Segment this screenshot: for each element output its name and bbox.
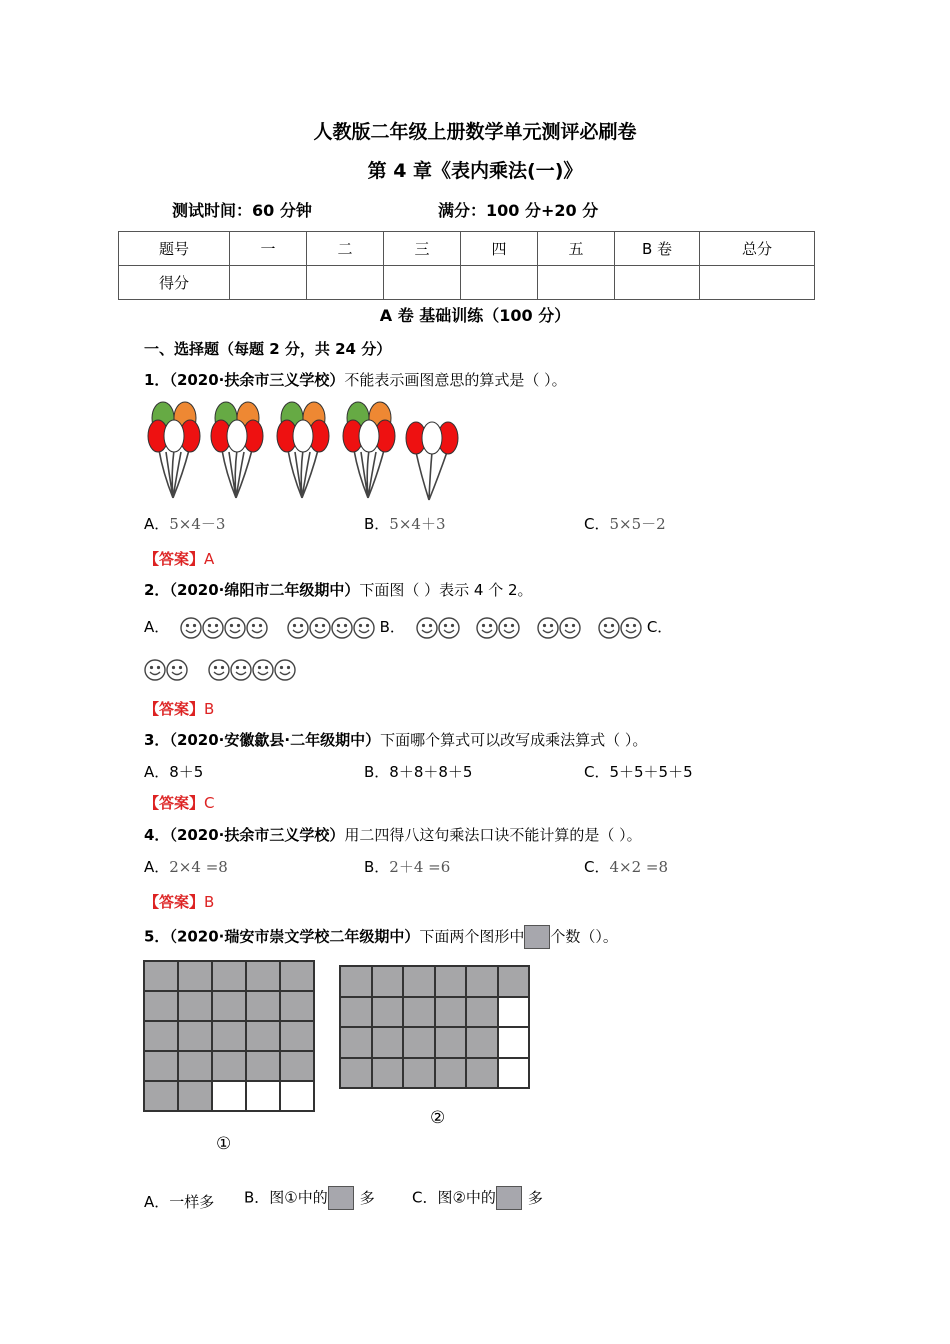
q2-answer <box>144 698 214 719</box>
smiley-face-icon <box>208 659 230 681</box>
q5-option-a: A．一样多 <box>144 1193 215 1211</box>
grid-cell-gray <box>178 991 212 1021</box>
q4-option-c-label: C． <box>584 858 610 876</box>
score-cell: 三 <box>384 232 461 266</box>
grid-cell-gray <box>280 1021 314 1051</box>
q4-option-b-label: B． <box>364 858 390 876</box>
smiley-face-icon <box>309 617 331 639</box>
q5-option-c-pre: C．图②中的 <box>412 1188 496 1207</box>
q4-option-b <box>364 856 450 877</box>
question-3 <box>144 729 647 750</box>
q4-option-c-text: 4×2 =8 <box>609 858 669 876</box>
q3-text: 下面哪个算式可以改写成乘法算式（ ）。 <box>380 731 648 749</box>
grid-cell-gray <box>246 1021 280 1051</box>
score-table-score-row <box>119 266 815 300</box>
q1-answer <box>144 548 214 569</box>
balloon-bunch-3 <box>277 402 329 498</box>
grid-cell-gray <box>144 1021 178 1051</box>
gray-square-icon <box>328 1186 354 1210</box>
q1-option-a <box>144 513 225 534</box>
grid-cell-gray <box>178 1051 212 1081</box>
q4-text: 用二四得八这句乘法口诀不能计算的是（ ）。 <box>344 826 642 844</box>
grid-cell-gray <box>144 1081 178 1111</box>
score-input-cell <box>700 266 815 300</box>
q5-option-b-pre: B．图①中的 <box>244 1188 328 1207</box>
smiley-face-icon <box>202 617 224 639</box>
q2-options-row <box>144 616 672 639</box>
grid-cell-gray <box>178 961 212 991</box>
smiley-face-icon <box>353 617 375 639</box>
q1-option-c <box>584 513 666 534</box>
grid-cell-gray <box>403 997 435 1028</box>
grid-cell-gray <box>403 1027 435 1058</box>
smiley-face-icon <box>620 617 642 639</box>
smiley-face-icon <box>287 617 309 639</box>
grid-cell-gray <box>212 961 246 991</box>
q1-number: 1． <box>144 371 170 389</box>
score-input-cell <box>615 266 700 300</box>
balloons-figure <box>140 398 470 502</box>
answer-tag: 【答案】 <box>144 700 205 718</box>
grid-cell-gray <box>435 1058 467 1089</box>
q1-option-b-label: B． <box>364 515 390 533</box>
grid-cell-gray <box>246 991 280 1021</box>
smiley-face-icon <box>559 617 581 639</box>
score-table <box>118 231 815 300</box>
score-cell: B 卷 <box>615 232 700 266</box>
gray-square-icon <box>524 925 550 949</box>
q4-source: （2020·扶余市三义学校） <box>169 826 345 844</box>
grid-cell-white <box>498 1027 530 1058</box>
answer-value: B <box>204 700 215 718</box>
q1-option-a-label: A． <box>144 515 170 533</box>
q4-option-b-text: 2＋4 =6 <box>389 858 451 876</box>
q3-source: （2020·安徽歙县·二年级期中） <box>169 731 381 749</box>
q5-option-c <box>412 1186 543 1210</box>
score-input-cell <box>230 266 307 300</box>
q4-option-a-text: 2×4 =8 <box>169 858 228 876</box>
q2-option-c-label: C． <box>646 618 673 636</box>
smiley-face-icon <box>274 659 296 681</box>
score-table-header-row <box>119 232 815 266</box>
balloon-bunch-4 <box>343 402 395 498</box>
q2-option-a-faces <box>180 618 273 636</box>
smiley-face-icon <box>416 617 438 639</box>
q1-option-b-text: 5×4＋3 <box>389 515 446 533</box>
q4-number: 4． <box>144 826 170 844</box>
q2-option-b-label: B． <box>379 618 405 636</box>
grid-cell-gray <box>466 966 498 997</box>
q4-answer <box>144 891 214 912</box>
smiley-face-icon <box>438 617 460 639</box>
gray-square-icon <box>496 1186 522 1210</box>
score-input-cell <box>461 266 538 300</box>
grid-cell-gray <box>435 966 467 997</box>
question-2 <box>144 579 533 600</box>
score-cell: 题号 <box>119 232 230 266</box>
grid-cell-gray <box>372 1058 404 1089</box>
grid-cell-gray <box>466 1058 498 1089</box>
grid-cell-gray <box>340 997 372 1028</box>
smiley-face-icon <box>537 617 559 639</box>
grid-cell-gray <box>246 961 280 991</box>
q5-text-pre: 下面两个图形中 <box>419 927 525 946</box>
q2-option-b-faces <box>598 618 642 636</box>
grid-cell-white <box>498 1058 530 1089</box>
score-input-cell <box>307 266 384 300</box>
q5-source: （2020·瑞安市崇文学校二年级期中） <box>169 927 420 946</box>
grid-cell-gray <box>178 1081 212 1111</box>
balloon-bunch-2 <box>211 402 263 498</box>
q5-number: 5． <box>144 927 170 946</box>
grid-cell-gray <box>144 961 178 991</box>
q5-figure-1 <box>143 960 315 1112</box>
answer-value: A <box>204 550 215 568</box>
score-cell: 总分 <box>700 232 815 266</box>
q3-option-b: B．8＋8＋8＋5 <box>364 763 473 781</box>
score-cell: 二 <box>307 232 384 266</box>
q3-number: 3． <box>144 731 170 749</box>
score-cell: 得分 <box>119 266 230 300</box>
grid-cell-gray <box>280 991 314 1021</box>
part1-title: 一、选择题（每题 2 分，共 24 分） <box>144 340 392 358</box>
grid-cell-gray <box>403 1058 435 1089</box>
grid-cell-gray <box>340 1027 372 1058</box>
grid-cell-gray <box>340 966 372 997</box>
balloon-bunch-5 <box>406 422 458 500</box>
q2-number: 2． <box>144 581 170 599</box>
smiley-face-icon <box>180 617 202 639</box>
q1-option-c-label: C． <box>584 515 610 533</box>
balloon-bunch-1 <box>148 402 200 498</box>
grid-cell-gray <box>178 1021 212 1051</box>
q5-option-c-post: 多 <box>527 1188 543 1207</box>
answer-tag: 【答案】 <box>144 893 205 911</box>
q5-text-post: 个数（）。 <box>550 927 618 946</box>
smiley-face-icon <box>144 659 166 681</box>
grid-cell-gray <box>144 991 178 1021</box>
grid-cell-gray <box>280 961 314 991</box>
score-cell: 四 <box>461 232 538 266</box>
smiley-face-icon <box>476 617 498 639</box>
answer-tag: 【答案】 <box>144 794 205 812</box>
smiley-face-icon <box>224 617 246 639</box>
q2-source: （2020·绵阳市二年级期中） <box>169 581 360 599</box>
q1-option-a-text: 5×4－3 <box>169 515 226 533</box>
grid-cell-white <box>246 1081 280 1111</box>
grid-cell-gray <box>340 1058 372 1089</box>
full-score: 满分：100 分+20 分 <box>438 201 599 220</box>
q5-figure-2 <box>339 965 530 1089</box>
q5-figure-2-label: ② <box>430 1108 446 1128</box>
q5-option-b-post: 多 <box>359 1188 375 1207</box>
q2-option-b-faces <box>537 618 581 636</box>
smiley-face-icon <box>246 617 268 639</box>
grid-cell-gray <box>212 1021 246 1051</box>
question-4 <box>144 824 642 845</box>
q2-option-c-faces <box>144 659 296 681</box>
answer-value: B <box>204 893 215 911</box>
q2-option-b-faces <box>476 618 520 636</box>
grid-cell-white <box>212 1081 246 1111</box>
q1-option-b <box>364 513 446 534</box>
grid-cell-gray <box>246 1051 280 1081</box>
question-5 <box>144 925 618 949</box>
grid-cell-white <box>280 1081 314 1111</box>
q2-text: 下面图（ ）表示 4 个 2。 <box>359 581 533 599</box>
score-cell: 五 <box>538 232 615 266</box>
score-input-cell <box>538 266 615 300</box>
q3-option-a: A．8＋5 <box>144 763 204 781</box>
q4-option-c <box>584 856 668 877</box>
q4-option-a <box>144 856 228 877</box>
answer-value: C <box>204 794 215 812</box>
grid-cell-gray <box>498 966 530 997</box>
q1-text: 不能表示画图意思的算式是（ ）。 <box>344 371 567 389</box>
doc-subtitle: 第 4 章《表内乘法(一)》 <box>367 160 583 182</box>
q1-option-c-text: 5×5－2 <box>609 515 666 533</box>
grid-cell-gray <box>466 997 498 1028</box>
grid-cell-gray <box>435 1027 467 1058</box>
q5-option-b <box>244 1186 375 1210</box>
grid-cell-gray <box>466 1027 498 1058</box>
q4-option-a-label: A． <box>144 858 170 876</box>
score-cell: 一 <box>230 232 307 266</box>
q2-option-a-faces-2 <box>287 618 380 636</box>
grid-cell-gray <box>403 966 435 997</box>
grid-cell-gray <box>372 1027 404 1058</box>
score-input-cell <box>384 266 461 300</box>
grid-cell-gray <box>212 1051 246 1081</box>
section-a-title: A 卷 基础训练（100 分） <box>379 306 571 325</box>
doc-title: 人教版二年级上册数学单元测评必刷卷 <box>313 121 637 143</box>
q2-option-b-faces <box>416 618 460 636</box>
grid-cell-gray <box>212 991 246 1021</box>
smiley-face-icon <box>252 659 274 681</box>
test-time: 测试时间：60 分钟 <box>172 201 312 220</box>
smiley-face-icon <box>598 617 620 639</box>
smiley-face-icon <box>331 617 353 639</box>
grid-cell-white <box>498 997 530 1028</box>
q3-answer <box>144 792 215 813</box>
answer-tag: 【答案】 <box>144 550 205 568</box>
q5-figure-1-label: ① <box>216 1134 232 1154</box>
q1-source: （2020·扶余市三义学校） <box>169 371 345 389</box>
smiley-face-icon <box>498 617 520 639</box>
q2-option-a-label: A． <box>144 618 170 636</box>
q3-option-c: C．5＋5＋5＋5 <box>584 763 693 781</box>
grid-cell-gray <box>280 1051 314 1081</box>
grid-cell-gray <box>144 1051 178 1081</box>
grid-cell-gray <box>372 997 404 1028</box>
question-1 <box>144 369 567 390</box>
grid-cell-gray <box>372 966 404 997</box>
grid-cell-gray <box>435 997 467 1028</box>
smiley-face-icon <box>230 659 252 681</box>
smiley-face-icon <box>166 659 188 681</box>
